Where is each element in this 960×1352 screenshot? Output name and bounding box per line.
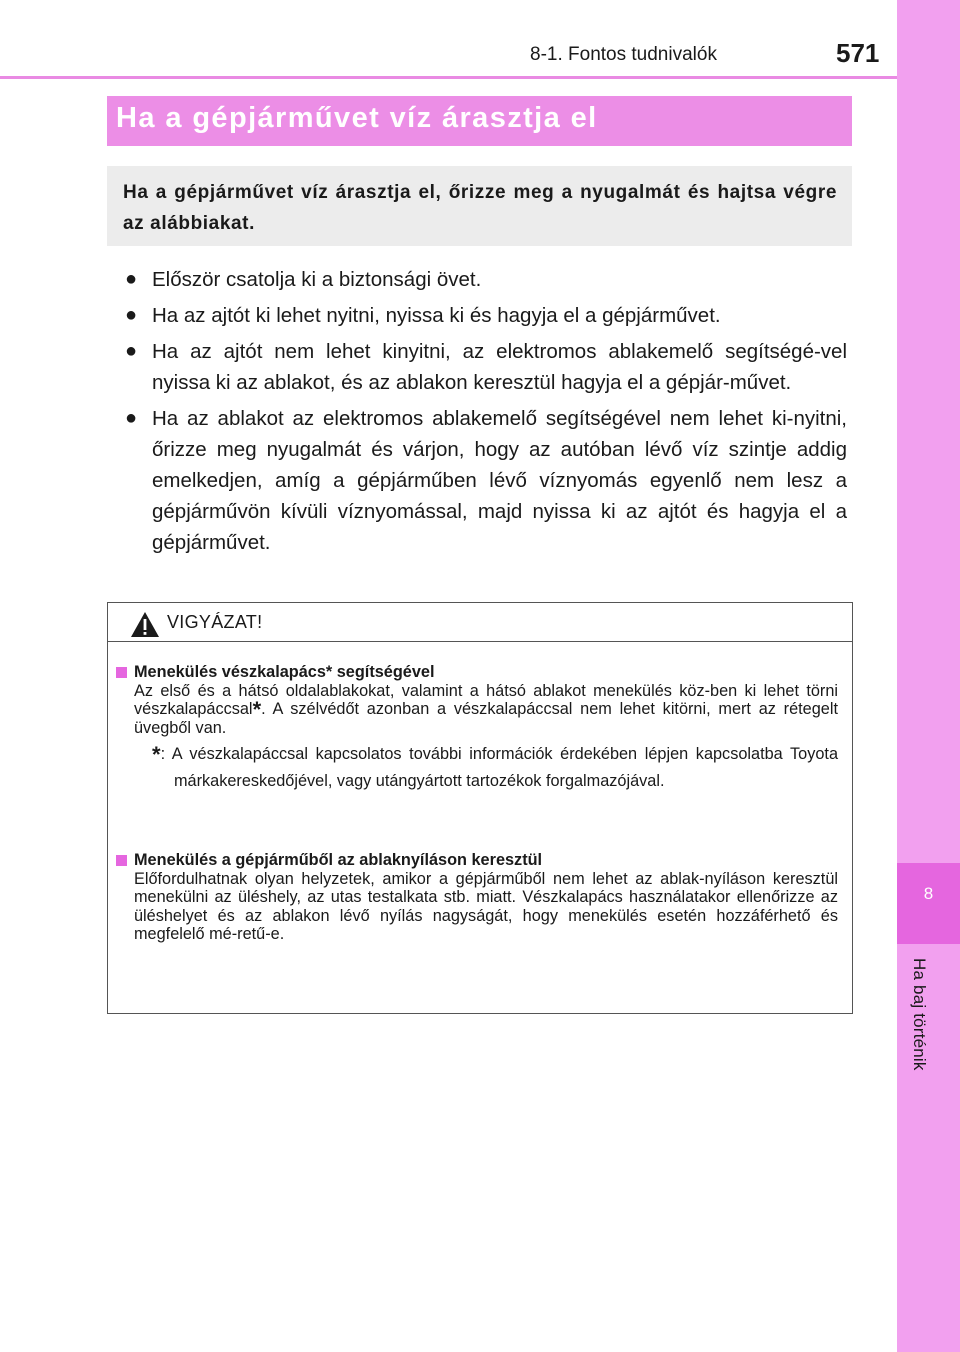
warning-header	[108, 603, 852, 642]
list-item	[125, 336, 847, 398]
list-item	[125, 300, 847, 331]
list-item	[125, 403, 847, 558]
page-title: Ha a gépjárművet víz árasztja el	[116, 102, 598, 134]
footnote-mark: *	[252, 697, 262, 723]
list-item	[125, 264, 847, 295]
section-title: 8-1. Fontos tudnivalók	[530, 44, 717, 65]
warning-section-title	[116, 851, 838, 870]
page-title-bar	[107, 96, 852, 146]
warning-body-text-a: Az első és a hátsó oldalablakokat, valamint a hátsó ablakot menekülés köz-ben ki lehet törni vészkalapáccsal	[134, 681, 838, 719]
warning-section-body	[116, 682, 838, 738]
section-square-icon	[116, 667, 127, 678]
warning-section-hammer	[116, 663, 838, 795]
warning-section-window	[116, 851, 838, 944]
bullet-icon: ●	[125, 268, 138, 290]
bullet-icon: ●	[125, 407, 138, 429]
footnote-text: : A vészkalapáccsal kapcsolatos további információk érdekében lépjen kapcsolatba Toyota márkakereskedőjével, vagy utángyártott tartozékok forgalmazójával.	[160, 745, 838, 791]
page-number: 571	[836, 38, 880, 68]
chapter-title: Ha baj történik	[910, 958, 929, 1071]
bullet-icon: ●	[125, 304, 138, 326]
header-divider	[0, 76, 897, 79]
list-item-text: Ha az ajtót ki lehet nyitni, nyissa ki és hagyja el a gépjárművet.	[152, 304, 721, 327]
warning-section-title-text: Menekülés a gépjárműből az ablaknyíláson keresztül	[134, 851, 543, 869]
warning-body-text-b: . A szélvédőt azonban a vészkalapáccsal nem lehet kitörni, mert az rétegelt üvegből van.	[134, 700, 838, 737]
warning-section-body: Előfordulhatnak olyan helyzetek, amikor a gépjárműből nem lehet az ablak-nyíláson keresztül menekülni az üléshely, az utas testalkata stb. miatt. Vészkalapács használatakor ellenőrizze az üléshelyet és az ablakon lévő nyílás nagyságát, hogy menekülés esetén hozzáférhető és megfelelő mé-retű-e.	[134, 869, 838, 944]
footnote	[134, 741, 838, 795]
bullet-icon: ●	[125, 340, 138, 362]
chapter-side-tab[interactable]	[897, 0, 960, 1352]
instruction-list	[125, 264, 847, 563]
list-item-text: Ha az ajtót nem lehet kinyitni, az elektromos ablakemelő segítségé-vel nyissa ki az ablakot, és az ablakon keresztül hagyja el a gépjár-művet.	[152, 340, 847, 394]
warning-section-title	[116, 663, 838, 682]
warning-section-title-text: Menekülés vészkalapács* segítségével	[134, 663, 435, 681]
list-item-text: Először csatolja ki a biztonsági övet.	[152, 268, 482, 291]
intro-text: Ha a gépjárművet víz árasztja el, őrizze meg a nyugalmát és hajtsa végre az alábbiakat.	[123, 182, 837, 234]
chapter-number: 8	[923, 884, 934, 903]
warning-triangle-icon	[130, 611, 160, 638]
warning-box	[107, 602, 853, 1014]
warning-label: VIGYÁZAT!	[167, 612, 263, 632]
intro-box	[107, 166, 852, 246]
list-item-text: Ha az ablakot az elektromos ablakemelő segítségével nem lehet ki-nyitni, őrizze meg nyugalmát és várjon, hogy az autóban lévő víz szintje addig emelkedjen, amíg a gépjárműben lévő víznyomás egyenlő nem lesz a gépjárművön kívüli víznyomással, majd nyissa ki az ajtót és hagyja el a gépjárművet.	[152, 407, 847, 554]
section-square-icon	[116, 855, 127, 866]
footnote-mark: *	[152, 742, 161, 768]
